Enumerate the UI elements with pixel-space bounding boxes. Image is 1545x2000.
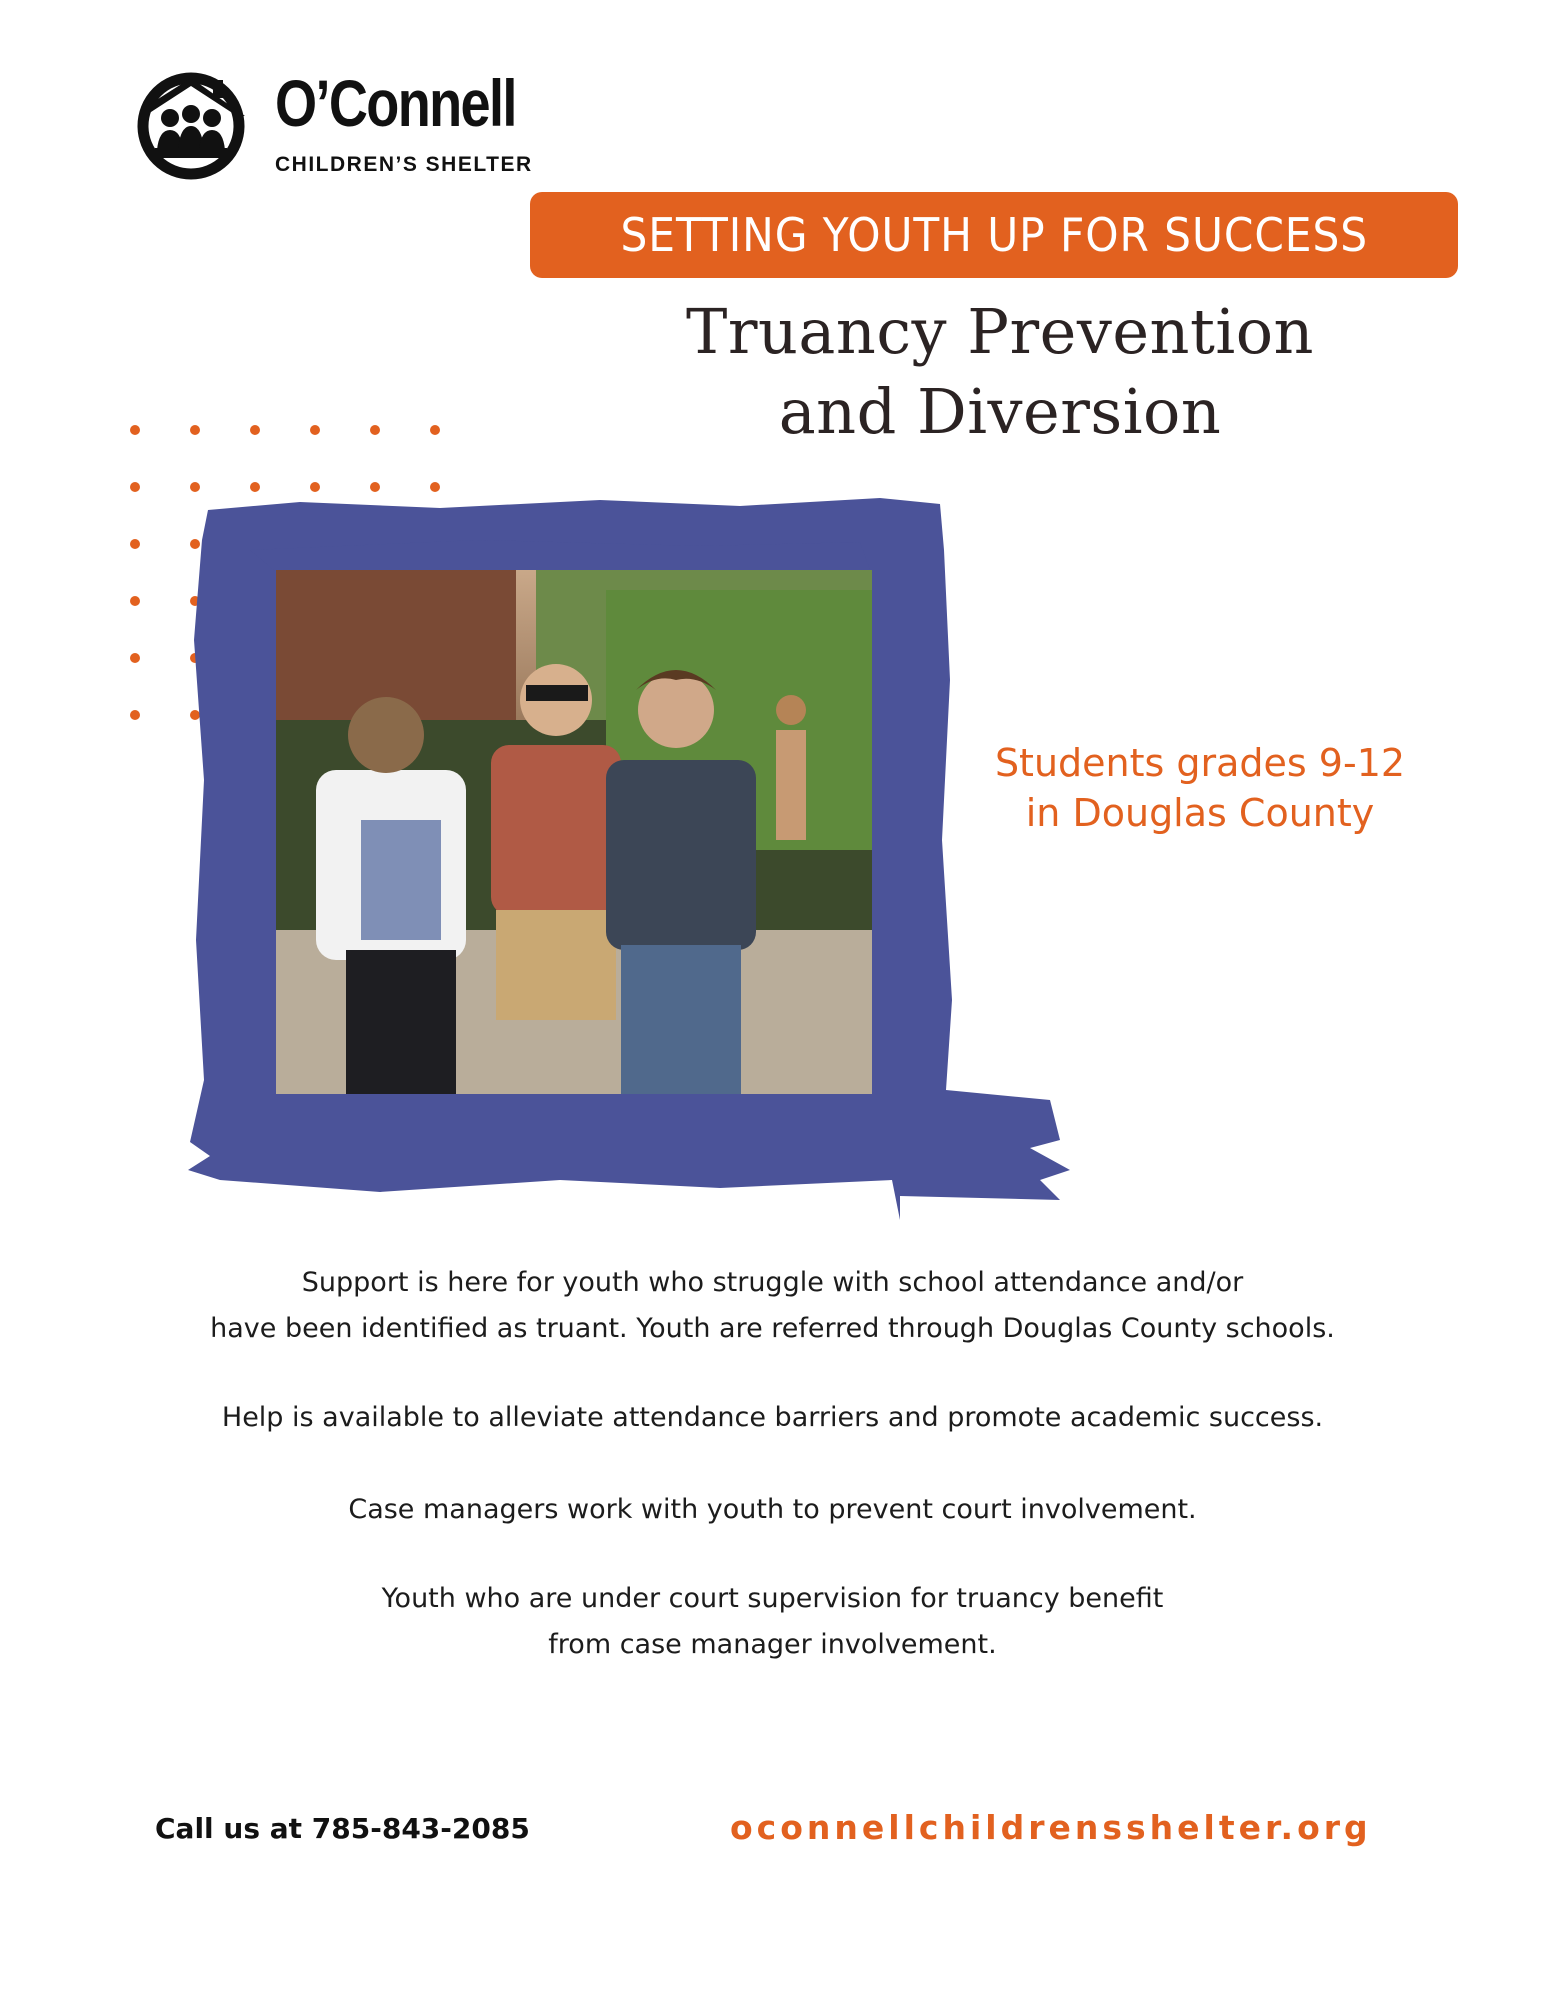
students-walking-photo (276, 570, 872, 1094)
support-line-2: have been identified as truant. Youth are referred through Douglas County schools. (210, 1313, 1335, 1344)
court-line-2: from case manager involvement. (548, 1629, 997, 1660)
support-paragraph (100, 1260, 1445, 1352)
house-family-icon (137, 72, 245, 180)
case-managers-paragraph: Case managers work with youth to prevent court involvement. (348, 1494, 1197, 1525)
audience-text (960, 738, 1440, 838)
support-line-1: Support is here for youth who struggle with school attendance and/or (301, 1267, 1244, 1298)
title-line-2: and Diversion (778, 375, 1222, 448)
audience-line-1: Students grades 9-12 (994, 741, 1406, 785)
tagline-banner (530, 192, 1458, 278)
website-link[interactable]: oconnellchildrensshelter.org (730, 1808, 1372, 1847)
logo-subtitle: CHILDREN’S SHELTER (275, 153, 533, 176)
court-line-1: Youth who are under court supervision for truancy benefit (381, 1583, 1164, 1614)
title-line-1: Truancy Prevention (686, 295, 1314, 368)
page-title (560, 292, 1440, 452)
court-supervision-paragraph (100, 1576, 1445, 1668)
phone-number[interactable]: Call us at 785-843-2085 (155, 1812, 530, 1845)
tagline-text: SETTING YOUTH UP FOR SUCCESS (620, 208, 1368, 262)
logo-name: O’Connell (275, 66, 516, 140)
help-paragraph: Help is available to alleviate attendance barriers and promote academic success. (221, 1402, 1324, 1433)
audience-line-2: in Douglas County (1025, 791, 1375, 835)
